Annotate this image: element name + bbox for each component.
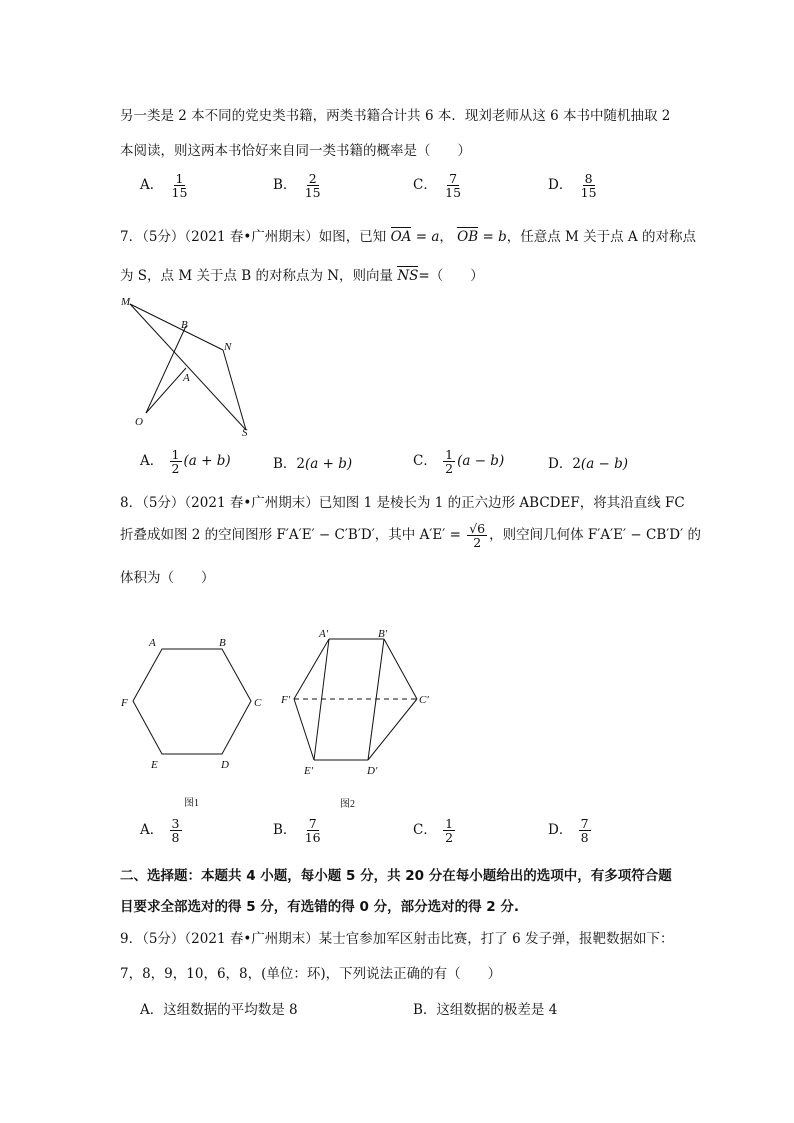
- segment-mn: [130, 304, 223, 350]
- fraction: $\frac{7}{16}$: [304, 816, 321, 846]
- option-label: A．: [140, 822, 164, 839]
- q8-stem-a: 折叠成如图 2 的空间图形 F′A′E′ − C′B′D′，其中 A′E′ =: [120, 527, 461, 544]
- caption-fig2: 图2: [340, 799, 355, 810]
- option-coef: 2: [296, 456, 306, 472]
- q7-option-d[interactable]: [548, 452, 628, 472]
- q7-stem-b: ，任意点 M 关于点 A 的对称点: [506, 229, 696, 245]
- edge-b-c: [384, 639, 417, 699]
- eq-b: = b: [482, 229, 507, 245]
- option-label: D．: [548, 456, 573, 472]
- q9-line2: 7，8，9，10，6，8，(单位：环)，下列说法正确的有（ ）: [120, 966, 502, 982]
- q7-line2: [120, 264, 484, 284]
- q7-stem-d: =（ ）: [418, 268, 484, 284]
- edge-f-e: [294, 699, 314, 760]
- option-expr: (a + b): [183, 453, 231, 470]
- q9-line1: 9．（5分）（2021 春•广州期末）某士官参加军区射击比赛，打了 6 发子弹，报靶数据如下：: [120, 931, 674, 947]
- option-expr: (a + b): [305, 456, 353, 472]
- label-a-prime: A′: [319, 628, 329, 640]
- option-label: D．: [548, 822, 573, 839]
- label-f-prime: F′: [281, 694, 291, 706]
- option-label: D．: [548, 177, 573, 194]
- option-label: C．: [413, 822, 437, 839]
- q8-option-a[interactable]: [140, 817, 184, 844]
- label-e: E: [151, 759, 158, 771]
- q7-stem-a: 7．（5分）（2021 春•广州期末）如图，已知: [120, 229, 387, 245]
- section2-line2: 目要求全部选对的得 5 分，有选错的得 0 分，部分选对的得 2 分.: [120, 899, 520, 915]
- label-b: B: [181, 319, 188, 331]
- label-a: A: [149, 637, 156, 649]
- hexagon: [133, 649, 251, 754]
- segment-oa: [146, 368, 186, 413]
- label-f: F: [121, 697, 128, 709]
- label-c: C: [254, 697, 262, 709]
- label-s: S: [242, 427, 248, 439]
- q6-option-b[interactable]: [273, 172, 325, 199]
- label-n: N: [224, 341, 232, 353]
- option-coef: 2: [572, 456, 581, 472]
- fraction: $\frac{7}{8}$: [580, 816, 589, 846]
- q6-line1: 另一类是 2 本不同的党史类书籍，两类书籍合计共 6 本．现刘老师从这 6 本书中随机抽取 2: [120, 108, 671, 124]
- fraction: $\frac{1}{2}$: [171, 447, 180, 477]
- q8-option-c[interactable]: [413, 817, 457, 844]
- vector-ob: OB: [457, 229, 479, 245]
- eq-a: = a: [415, 229, 440, 245]
- q6-line2: 本阅读，则这两本书恰好来自同一类书籍的概率是（ ）: [120, 143, 471, 159]
- q8-line1: 8．（5分）（2021 春•广州期末）已知图 1 是棱长为 1 的正六边形 ABCDEF，将其沿直线 FC: [120, 495, 685, 511]
- section2-line1: 二、选择题：本题共 4 小题，每小题 5 分，共 20 分在每小题给出的选项中，有多项符合题: [120, 868, 672, 884]
- q7-stem-c: 为 S，点 M 关于点 B 的对称点为 N，则向量: [120, 268, 394, 284]
- q8-figure-1: [118, 630, 268, 810]
- q8-option-b[interactable]: [273, 817, 325, 844]
- q7-line1: 7．（5分）（2021 春•广州期末）如图，已知 OA = a， OB = b，任意点 M 关于点 A 的对称点: [120, 229, 696, 245]
- fraction: $\frac{1}{2}$: [445, 816, 454, 846]
- q7-option-b[interactable]: [273, 452, 352, 472]
- vector-ns: NS: [397, 268, 419, 284]
- q8-line3: 体积为（ ）: [120, 570, 215, 586]
- caption-fig1: 图1: [184, 798, 199, 809]
- q8-line2: [120, 522, 701, 549]
- q9-option-a[interactable]: A．这组数据的平均数是 8: [140, 1002, 298, 1018]
- option-label: B．: [273, 177, 297, 194]
- option-label: A．: [140, 453, 164, 470]
- label-d: D: [221, 759, 229, 771]
- q9-option-b[interactable]: B．这组数据的极差是 4: [413, 1002, 558, 1018]
- fraction: $\frac{1}{2}$: [445, 447, 454, 477]
- fraction: $\frac{8}{15}$: [580, 171, 597, 201]
- q7-figure: [118, 292, 268, 442]
- option-label: A．: [140, 177, 164, 194]
- fraction: $\frac{7}{15}$: [445, 171, 462, 201]
- q7-option-c[interactable]: [413, 448, 504, 475]
- q6-option-d[interactable]: [548, 172, 601, 199]
- q6-option-c[interactable]: [413, 172, 465, 199]
- fraction: $\frac{2}{15}$: [304, 171, 321, 201]
- label-d-prime: D′: [367, 765, 378, 777]
- vector-oa: OA: [390, 229, 412, 245]
- q6-option-a[interactable]: [140, 172, 191, 199]
- option-label: B．: [273, 456, 297, 472]
- sqrt-fraction: $\frac{√6}{2}$: [469, 521, 486, 551]
- label-e-prime: E′: [304, 765, 314, 777]
- edge-a-f: [294, 639, 329, 699]
- label-c-prime: C′: [419, 694, 429, 706]
- fraction: $\frac{3}{8}$: [171, 816, 180, 846]
- q8-option-d[interactable]: [548, 817, 593, 844]
- option-label: C．: [413, 453, 437, 470]
- q7-option-a[interactable]: [140, 448, 231, 475]
- label-b: B: [219, 637, 226, 649]
- label-a: A: [183, 372, 190, 384]
- q8-stem-b: ，则空间几何体 F′A′E′ − CB′D′ 的: [489, 527, 701, 544]
- label-b-prime: B′: [378, 628, 388, 640]
- label-m: M: [121, 296, 131, 308]
- option-expr: (a − b): [580, 456, 629, 472]
- segment-ob: [146, 326, 186, 413]
- label-o: O: [135, 416, 143, 428]
- option-expr: (a − b): [457, 453, 505, 470]
- option-label: B．: [273, 822, 297, 839]
- option-label: C．: [413, 177, 437, 194]
- fraction: $\frac{1}{15}$: [171, 171, 188, 201]
- q8-figure-2: [278, 625, 438, 810]
